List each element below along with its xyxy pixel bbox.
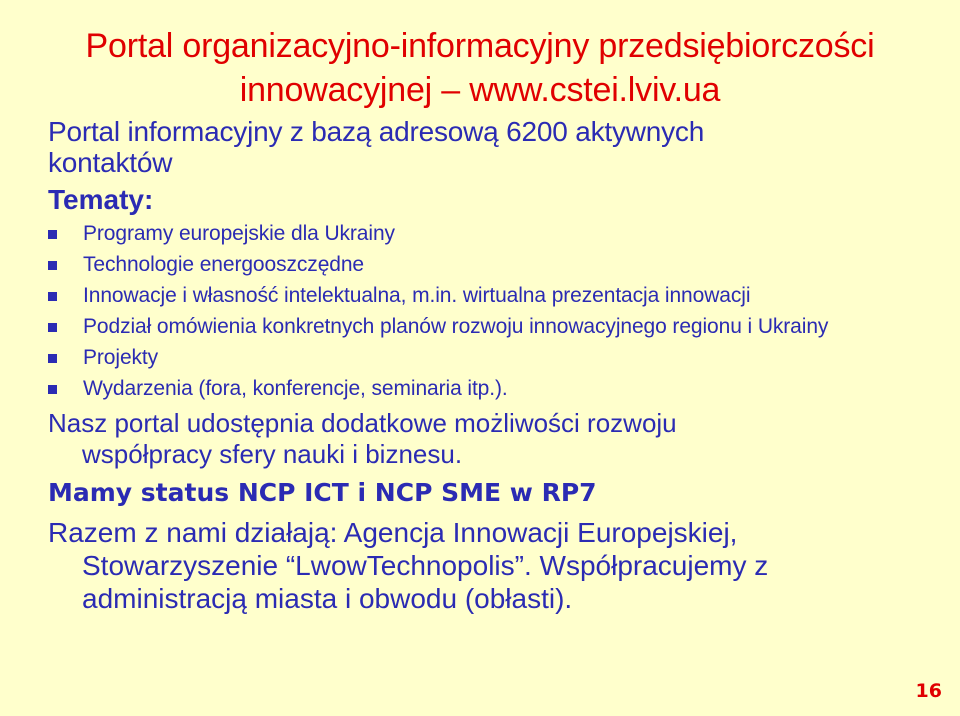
list-item-text: Technologie energooszczędne [83, 253, 365, 276]
page-number: 16 [915, 680, 942, 702]
list-item-text: Programy europejskie dla Ukrainy [83, 222, 395, 245]
square-bullet-icon [48, 261, 57, 270]
partners-line1: Razem z nami działają: Agencja Innowacji Europejskiej, [48, 517, 738, 548]
list-item [48, 280, 928, 311]
partners-text [48, 516, 928, 615]
status-statement: Mamy status NCP ICT i NCP SME w RP7 [48, 478, 597, 507]
topics-list [48, 218, 928, 404]
slide-content [48, 116, 928, 615]
intro-line1: Portal informacyjny z bazą adresową 6200 aktywnych [48, 116, 705, 147]
list-item-text: Projekty [83, 346, 159, 369]
list-item-text: Wydarzenia (fora, konferencje, seminaria itp.). [83, 377, 508, 400]
square-bullet-icon [48, 230, 57, 239]
list-item [48, 342, 928, 373]
slide-title-line2: innowacyjnej – www.cstei.lviv.ua [239, 71, 721, 109]
list-item-text: Podział omówienia konkretnych planów rozwoju innowacyjnego regionu i Ukrainy [83, 315, 829, 338]
intro-text [48, 116, 928, 178]
square-bullet-icon [48, 323, 57, 332]
partners-line2: Stowarzyszenie “LwowTechnopolis”. Współpracujemy z [82, 550, 769, 581]
partners-line3: administracją miasta i obwodu (obłasti). [82, 583, 573, 614]
portal-description [48, 408, 928, 470]
list-item [48, 373, 928, 404]
portal-description-line2: współpracy sfery nauki i biznesu. [82, 439, 463, 469]
square-bullet-icon [48, 354, 57, 363]
topics-heading: Tematy: [48, 184, 154, 215]
intro-line2: kontaktów [48, 147, 173, 178]
list-item [48, 311, 928, 342]
list-item-text: Innowacje i własność intelektualna, m.in. wirtualna prezentacja innowacji [83, 284, 751, 307]
slide-title [0, 24, 960, 112]
slide-title-line1: Portal organizacyjno-informacyjny przedsiębiorczości [85, 27, 875, 65]
square-bullet-icon [48, 292, 57, 301]
list-item [48, 218, 928, 249]
list-item [48, 249, 928, 280]
square-bullet-icon [48, 385, 57, 394]
portal-description-line1: Nasz portal udostępnia dodatkowe możliwości rozwoju [48, 408, 677, 438]
